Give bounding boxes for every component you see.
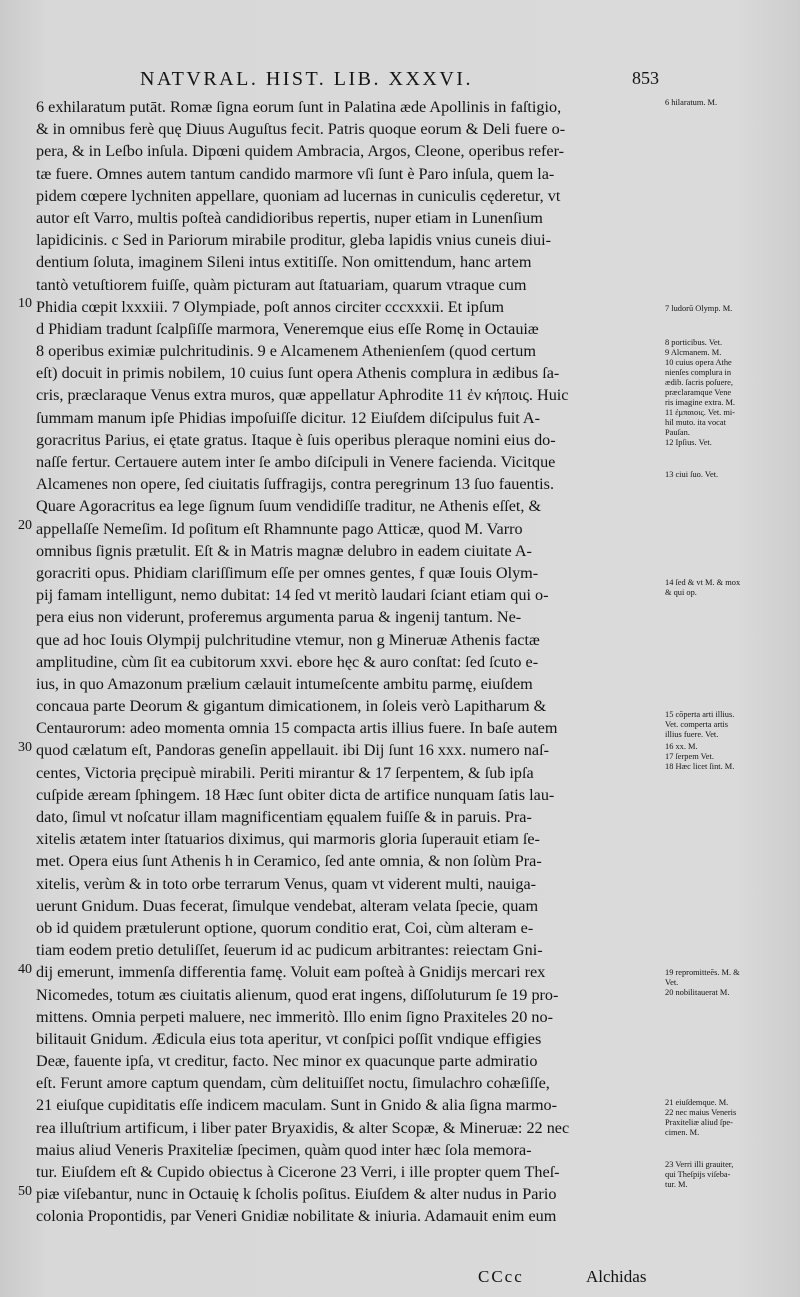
margin-note: 9 Alcmanem. M. [665,348,722,357]
text-line: ſummam manum ipſe Phidias impoſuiſſe dicitur. 12 Eiuſdem diſcipulus fuit A- [36,408,541,427]
margin-note: nienſes complura in [665,368,732,377]
text-line: d Phidiam tradunt ſcalpſiſſe marmora, Veneremque eius eſſe Romę in Octauiæ [36,319,539,338]
text-line: Quare Agoracritus ea lege ſignum ſuum vendidiſſe traditur, ne Athenis eſſet, & [36,497,542,516]
text-line: tantò vetuſtiorem fuiſſe, quàm picturam aut ſtatuariam, quarum vtraque cum [36,275,527,294]
signature-mark: CCcc [478,1267,524,1286]
line-number: 40 [18,962,32,977]
text-line: 6 exhilaratum putāt. Romæ ſigna eorum ſunt in Palatina æde Apollinis in faſtigio, [36,98,562,116]
text-line: dij emerunt, immenſa differentia famę. Voluit eam poſteà à Gnidijs mercari rex [36,963,546,982]
text-line: cuſpide æream ſphingem. 18 Hæc ſunt obiter dicta de artifice nunquam ſatis lau- [36,785,555,804]
text-line: que ad hoc Iouis Olympij pulchritudine vtemur, non g Mineruæ Athenis factæ [36,630,540,649]
text-line: xitelis ætatem inter ſtatuarios diximus, qui marmoris gloria ſuperauit etiam ſe- [36,830,540,849]
text-line: piæ viſebantur, nunc in Octauię k ſcholis poſitus. Eiuſdem & alter nudus in Pario [36,1185,557,1204]
margin-note: præclaramque Vene [665,388,732,397]
text-line: lapidicinis. c Sed in Pariorum mirabile proditur, gleba lapidis vnius cuneis diui- [36,231,552,250]
text-line: tæ fuere. Omnes autem tantum candido marmore vſi ſunt è Paro inſula, quem la- [36,164,555,183]
margin-note: 19 repromitteēs. M. & [665,968,740,977]
margin-note: 23 Verri illi grauiter, [665,1160,734,1169]
text-line: appellaſſe Nemeſim. Id poſitum eſt Rhamnunte pago Atticæ, quod M. Varro [36,519,523,538]
text-line: dentium ſoluta, imaginem Sileni intus extitiſſe. Non omittendum, hanc artem [36,253,532,272]
text-line: omnibus ſignis prætulit. Eſt & in Matris magnæ delubro in eadem ciuitate A- [36,541,532,560]
text-line: tiam eodem pretio detuliſſet, ſeuerum id ac pudicum arbitrantes: reiectam Gni- [36,941,543,960]
text-line: pera eius non viderunt, proferemus argumenta parua & ingenij tantum. Ne- [36,608,522,627]
text-line: colonia Propontidis, par Veneri Gnidiæ nobilitate & iniuria. Adamauit enim eum [36,1207,557,1226]
margin-note: 18 Hæc licet ſint. M. [665,762,735,771]
margin-note: Vet. comperta artis [665,720,729,729]
text-line: eſt) docuit in primis nobilem, 10 cuius ſunt opera Athenis complura in ædibus ſa- [36,364,560,383]
page-number: 853 [632,68,659,88]
margin-note: 10 cuius opera Athe [665,358,732,367]
text-line: quod cælatum eſt, Pandoras geneſin appellauit. ibi Dij ſunt 16 xxx. numero naſ- [36,741,549,760]
text-line [36,1228,656,1250]
margin-note: 13 ciui ſuo. Vet. [665,470,719,479]
text-line: 21 eiuſque cupiditatis eſſe indicem maculam. Sunt in Gnido & alia ſigna marmo- [36,1096,558,1115]
margin-note: & qui op. [665,588,697,597]
margin-note: 6 hilaratum. M. [665,98,718,107]
margin-note: tur. M. [665,1180,688,1189]
margin-note: 15 cōperta arti illius. [665,710,735,719]
line-number: 20 [18,518,32,533]
text-line: goracritus Parius, ei ętate gratus. Itaque è ſuis operibus pleraque nomini eius do- [36,430,556,449]
text-line: 8 operibus eximiæ pulchritudinis. 9 e Alcamenem Athenienſem (quod certum [36,342,536,361]
text-line: dato, ſimul vt noſcatur illam magnificentiam ęqualem fuiſſe & in paruis. Pra- [36,808,532,826]
text-line: cris, præclaraque Venus extra muros, quæ appellatur Aphrodite 11 ἐν κήποις. Huic [36,386,569,405]
text-line: pij famam intelligunt, nemo dubitat: 14 ſed vt meritò laudari ſciant etiam qui o- [36,586,549,605]
margin-note: Praxiteliæ aliud ſpe- [665,1118,733,1127]
running-title: NATVRAL. HIST. LIB. XXXVI. [140,68,473,90]
margin-note: qui Theſpijs viſeba- [665,1170,731,1179]
text-line: Deæ, fauente ipſa, vt creditur, facto. Nec minor ex quacunque parte admiratio [36,1052,538,1071]
text-line: Alcamenes non opere, ſed ciuitatis ſuffragijs, contra peregrinum 13 ſuo fauentis. [36,475,554,494]
text-line: Centaurorum: adeo momenta omnia 15 compacta artis illius fuere. In baſe autem [36,719,558,738]
text-line: amplitudine, cùm ſit ea cubitorum xxvi. ebore hęc & auro conſtat: ſed ſcuto e- [36,652,539,671]
text-line: Phidia cœpit lxxxiii. 7 Olympiade, poſt annos circiter cccxxxii. Et ipſum [36,297,504,316]
text-line: ob id quidem prætulerunt optione, quorum conditio erat, Coi, cùm alteram e- [36,918,534,937]
margin-note: 20 nobilitauerat M. [665,988,730,997]
text-line: goracriti opus. Phidiam clariſſimum eſſe per omnes gentes, f quæ Iouis Olym- [36,563,539,582]
margin-note: 14 ſed & vt M. & mox [665,578,741,587]
text-line: pidem cœpere lychniten appellare, quoniam ad lucernas in cuniculis cęderetur, vt [36,186,561,205]
margin-note: 21 eiuſdemque. M. [665,1098,729,1107]
line-number: 30 [18,740,32,755]
margin-note: Pauſan. [665,428,690,437]
text-line: & in omnibus ferè quę Diuus Auguſtus fecit. Patris quoque eorum & Deli fuere o- [36,120,566,139]
main-text-column [36,96,656,1250]
margin-note: 11 ἐμπαιοις. Vet. mi- [665,408,735,417]
text-line: bilitauit Gnidum. Ædicula eius tota aperitur, vt conſpici poſſit vndique effigies [36,1029,542,1048]
text-line: Nicomedes, totum æs ciuitatis alienum, quod erat ingens, diſſoluturum ſe 19 pro- [36,985,559,1004]
text-line: concaua parte Deorum & gigantum dimicationem, in ſoleis verò Lapitharum & [36,697,547,716]
text-line: centes, Victoria pręcipuè mirabili. Periti mirantur & 17 ſerpentem, & ſub ipſa [36,763,534,782]
text-line: naſſe fertur. Certauere autem inter ſe ambo diſcipuli in Venere facienda. Vicitque [36,453,556,471]
margin-note: cimen. M. [665,1128,700,1137]
text-line: uerunt Gnidum. Duas fecerat, ſimulque vendebat, alteram velata ſpecie, quam [36,896,539,915]
text-line: met. Opera eius ſunt Athenis h in Ceramico, ſed ante omnia, & non ſolùm Pra- [36,852,542,871]
line-number: 10 [18,296,32,311]
text-line: pera, & in Leſbo inſula. Dipœni quidem Ambracia, Argos, Cleone, operibus refer- [36,142,565,161]
line-number: 50 [18,1184,32,1199]
margin-note: ædib. ſacris poſuere, [665,378,733,387]
margin-note: 7 ludorū Olymp. M. [665,304,733,313]
text-line: xitelis, verùm & in toto orbe terrarum Venus, quam vt viderent multi, nauiga- [36,874,537,893]
margin-note: Vet. [665,978,679,987]
margin-note: 22 nec maius Veneris [665,1108,737,1117]
margin-note: 12 Ipſius. Vet. [665,438,712,447]
text-line: maius aliud Veneris Praxiteliæ ſpecimen, quàm quod inter hæc ſola memora- [36,1140,532,1159]
text-line: autor eſt Varro, multis poſteà candidioribus repertis, nuper etiam in Lunenſium [36,208,543,227]
catchword: Alchidas [586,1267,647,1286]
margin-note: illius fuere. Vet. [665,730,719,739]
margin-note: hil muto. ita vocat [665,418,726,427]
text-line: eſt. Ferunt amore captum quendam, cùm delituiſſet noctu, ſimulachro cohæſiſſe, [36,1074,550,1093]
text-line: rea illuſtrium artificum, i liber pater Bryaxidis, & alter Scopæ, & Mineruæ: 22 nec [36,1118,570,1137]
text-line: mittens. Omnia perpeti maluere, nec immeritò. Illo enim ſigno Praxiteles 20 no- [36,1007,553,1026]
margin-note: ris imagine extra. M. [665,398,736,407]
margin-note: 17 ſerpem Vet. [665,752,714,761]
text-line: tur. Eiuſdem eſt & Cupido obiectus à Cicerone 23 Verri, i ille propter quem Theſ- [36,1163,560,1181]
margin-note: 8 porticibus. Vet. [665,338,723,347]
margin-note: 16 xx. M. [665,742,698,751]
text-line: ius, in quo Amazonum prælium cælauit intumeſcente ambitu parmę, eiuſdem [36,674,533,693]
